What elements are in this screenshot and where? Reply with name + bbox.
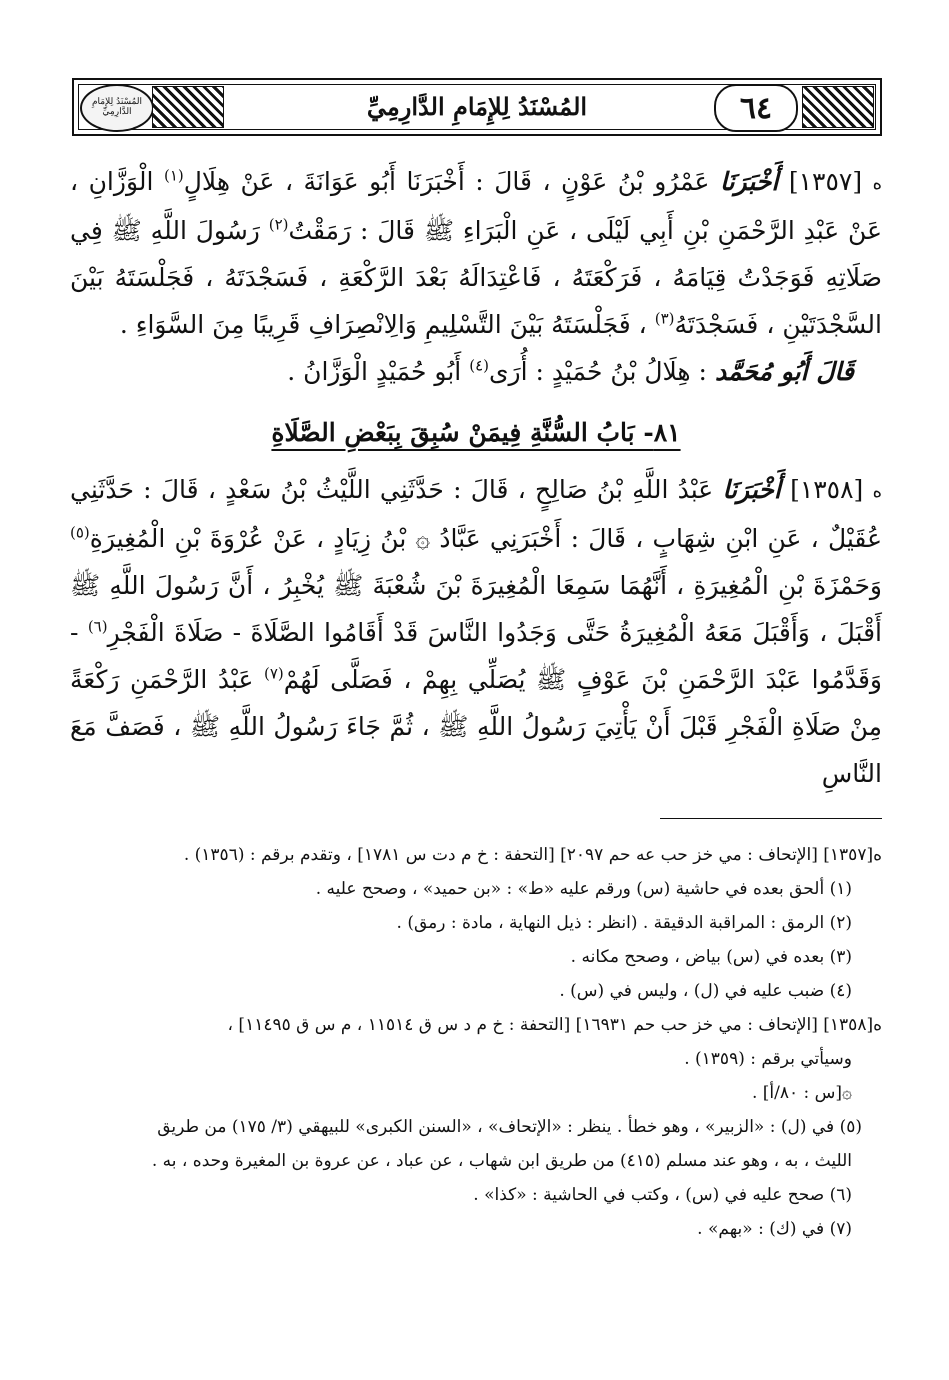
footnote-ref: (١) (163, 166, 184, 185)
hadith-text: عَبْدُ اللَّهِ بْنُ صَالِحٍ ، قَالَ : حَدَّثَنِي اللَّيْثُ بْنُ سَعْدٍ ، قَالَ : حَدَّثَنِي عُقَيْلٌ ، عَنِ ابْنِ شِهَابٍ ، قَالَ : أَخْبَرَنِي عَبَّادُ ۞ بْنُ زِيَادٍ ، عَنْ عُرْوَةَ بْنِ الْمُغِيرَةِ (70, 475, 882, 553)
footnote-ref: (٥) (70, 523, 90, 542)
page-number: ٦٤ (714, 84, 798, 132)
footnote-1358-cont: وسيأتي برقم : (١٣٥٩) . (684, 1049, 852, 1069)
hadith-marker: ە (872, 481, 882, 502)
seal-text: المُسْنَدُ لِلإِمَامِ الدَّارِمِيِّ (91, 97, 143, 117)
footnote-separator (660, 818, 882, 819)
footnote-1: (١) ألحق بعده في حاشية (س) ورقم عليه «ط» : «بن حميد» ، وصحح عليه . (315, 879, 852, 899)
chapter-heading: ٨١- بَابُ السُّنَّةِ فِيمَنْ سُبِقَ بِبَعْضِ الصَّلَاةِ (271, 418, 681, 447)
hadith-text: الْوَزَّانِ ، عَنْ عَبْدِ الرَّحْمَنِ بْنِ أَبِي لَيْلَى ، عَنِ الْبَرَاءِ ﷺ قَالَ : رَمَقْتُ (70, 167, 883, 245)
hadith-number: [١٣٥٨] (790, 475, 864, 504)
footnote-1358: ە[١٣٥٨] [الإتحاف : مي خز حب حم ١٦٩٣١] [التحفة : خ م د س ق ١١٥١٤ ، م س ق ١١٤٩٥] ، (227, 1015, 882, 1035)
footnote-4: (٤) ضبب عليه في (ل) ، وليس في (س) . (559, 981, 852, 1001)
footnote-2: (٢) الرمق : المراقبة الدقيقة . (انظر : ذيل النهاية ، مادة : رمق) . (396, 913, 852, 933)
hadith-text: وَحَمْزَةَ بْنِ الْمُغِيرَةِ ، أَنَّهُمَا سَمِعَا الْمُغِيرَةَ بْنَ شُعْبَةَ ﷺ يُخْبِرُ ، أَنَّ رَسُولَ اللَّهِ ﷺ أَقْبَلَ ، وَأَقْبَلَ مَعَهُ الْمُغِيرَةُ حَتَّى وَجَدُوا النَّاسَ قَدْ أَقَامُوا الصَّلَاةَ - صَلَاةَ الْفَجْرِ (70, 571, 882, 647)
hadith-text: رَسُولَ اللَّهِ ﷺ فِي صَلَاتِهِ فَوَجَدْتُ قِيَامَهُ ، فَرَكْعَتَهُ ، فَاعْتِدَالَهُ بَعْدَ الرَّكْعَةِ ، فَسَجْدَتَهُ ، فَجَلْسَتَهُ بَيْنَ السَّجْدَتَيْنِ ، فَسَجْدَتَهُ (70, 216, 882, 339)
footnote-5-cont: الليث ، به ، وهو عند مسلم (٤١٥) من طريق ابن شهاب ، عن عباد ، عن عروة بن المغيرة وحده ، به . (151, 1151, 852, 1171)
hadith-text: عَمْرُو بْنُ عَوْنٍ ، قَالَ : أَخْبَرَنَا أَبُو عَوَانَةَ ، عَنْ هِلَالٍ (183, 167, 710, 196)
hadith-1357 (70, 158, 882, 348)
publisher-seal (80, 84, 154, 132)
footnote-7: (٧) في (ك) : «بهم» . (697, 1219, 852, 1239)
page-header (72, 78, 882, 136)
footnote-3: (٣) بعده في (س) بياض ، وصحح مكانه . (570, 947, 852, 967)
footnote-ref: (٦) (87, 617, 108, 636)
main-text (70, 158, 882, 797)
hadith-marker: ە (872, 173, 883, 194)
footnote-ref: (٣) (654, 309, 675, 328)
footnote-ref: (٢) (268, 215, 289, 234)
hadith-text: - وَقَدَّمُوا عَبْدَ الرَّحْمَنِ بْنَ عَوْفٍ ﷺ يُصَلِّي بِهِمْ ، فَصَلَّى لَهُمْ (70, 618, 882, 694)
qal-abu-muhammad (70, 348, 882, 395)
footnote-5: (٥) في (ل) : «الزبير» ، وهو خطأ . ينظر : «الإتحاف» ، «السنن الكبرى» للبيهقي (٣/ ١٧٥) من طريق (157, 1117, 862, 1137)
footnote-folio: ۞[س : ٨٠/أ] . (751, 1083, 852, 1103)
running-title: المُسْنَدُ لِلإِمَامِ الدَّارِمِيِّ (366, 91, 588, 121)
qal-text: : هِلَالُ بْنُ حُمَيْدٍ : أُرَى (488, 357, 707, 386)
hadith-number: [١٣٥٧] (788, 167, 863, 196)
footnotes (70, 838, 882, 1246)
header-ornament-left (152, 86, 224, 128)
hadith-text: ، فَجَلْسَتَهُ بَيْنَ التَّسْلِيمِ وَالِانْصِرَافِ قَرِيبًا مِنَ السَّوَاءِ . (119, 310, 647, 339)
qal-lead: قَالَ أَبُو مُحَمَّد (714, 357, 854, 386)
footnote-6: (٦) صحح عليه في (س) ، وكتب في الحاشية : «كذا» . (473, 1185, 852, 1205)
hadith-text: عَبْدُ الرَّحْمَنِ رَكْعَةً مِنْ صَلَاةِ الْفَجْرِ قَبْلَ أَنْ يَأْتِيَ رَسُولُ اللَّهِ ﷺ ، ثُمَّ جَاءَ رَسُولُ اللَّهِ ﷺ ، فَصَفَّ مَعَ النَّاسِ (70, 665, 882, 788)
hadith-1358 (70, 466, 882, 797)
footnote-ref: (٤) (469, 356, 489, 375)
footnote-ref: (٧) (264, 664, 284, 683)
qal-text: أَبُو حُمَيْدٍ الْوَزَّانُ . (287, 357, 462, 386)
hadith-lead-word: أَخْبَرَنَا (719, 167, 779, 196)
hadith-lead-word: أَخْبَرَنَا (722, 475, 781, 504)
footnote-1357: ە[١٣٥٧] [الإتحاف : مي خز حب عه حم ٢٠٩٧] [التحفة : خ م دت س ١٧٨١] ، وتقدم برقم : (١٣٥٦) . (183, 845, 882, 865)
header-ornament-right (802, 86, 874, 128)
